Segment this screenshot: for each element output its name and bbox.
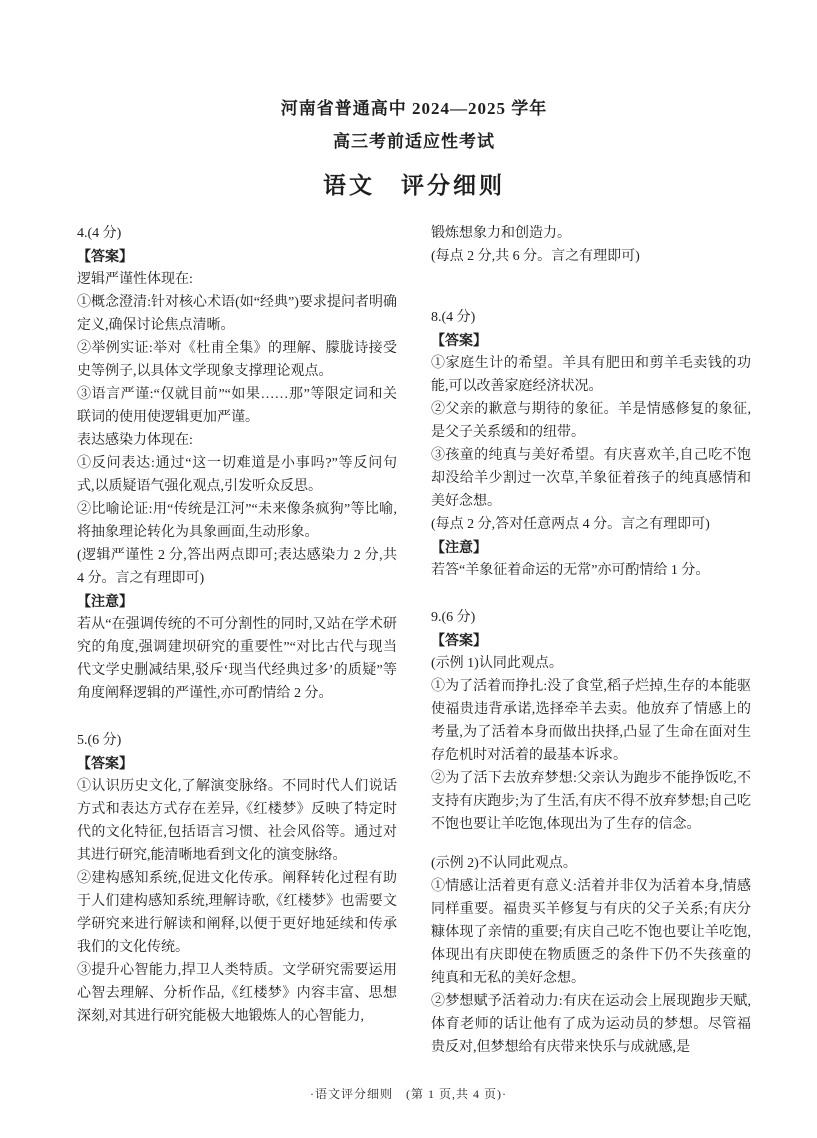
answer-point-1: ①概念澄清:针对核心术语(如“经典”)要求提问者明确定义,确保讨论焦点清晰。 [77,295,397,333]
scoring-note: (每点 2 分,答对任意两点 4 分。言之有理即可) [431,517,710,532]
answer-label: 【答案】 [77,755,133,771]
page-footer [0,1085,817,1102]
answer-point-1: ①家庭生计的希望。羊具有肥田和剪羊毛卖钱的功能,可以改善家庭经济状况。 [431,356,751,394]
answer-point-2: ②父亲的歉意与期待的象征。羊是情感修复的象征,是父子关系缓和的纽带。 [431,402,751,440]
answer-continuation: 锻炼想象力和创造力。 [431,226,571,241]
answer-label: 【答案】 [77,248,133,264]
question-4-number: 4.(4 分) [77,226,122,241]
answer-label: 【答案】 [431,632,487,648]
question-5-number: 5.(6 分) [77,733,122,748]
example-1-heading: (示例 1)认同此观点。 [431,656,563,671]
notice-label: 【注意】 [77,593,133,609]
answer-point-2: ②建构感知系统,促进文化传承。阐释转化过程有助于人们建构感知系统,理解诗歌,《红楼梦》也需要文学研究来进行解读和阐释,以便于更好地延续和传承我们的文化传统。 [77,871,397,955]
answer-point-2: ②梦想赋予活着动力:有庆在运动会上展现跑步天赋,体育老师的话让他有了成为运动员的梦想。尽管福贵反对,但梦想给有庆带来快乐与成就感,是 [431,994,751,1055]
question-9-number: 9.(6 分) [431,610,476,625]
answer-point-1: ①情感让活着更有意义:活着并非仅为活着本身,情感同样重要。福贵买羊修复与有庆的父子关系;有庆分糠体现了亲情的重要;有庆自己吃不饱也要让羊吃饱,体现出有庆即使在物质匮乏的条件下仍不失孩童的纯真和无私的美好念想。 [431,879,751,986]
answer-point-1: ①认识历史文化,了解演变脉络。不同时代人们说话方式和表达方式存在差异,《红楼梦》反映了特定时代的文化特征,包括语言习惯、社会风俗等。通过对其进行研究,能清晰地看到文化的演变脉络。 [77,779,397,863]
title-exam-name: 高三考前适应性考试 [333,132,495,151]
left-column [77,222,397,1059]
answer-point-2: ②举例实证:举对《杜甫全集》的理解、朦胧诗接受史等例子,以具体文学现象支撑理论观点。 [77,341,397,379]
scoring-note: (每点 2 分,共 6 分。言之有理即可) [431,249,640,264]
answer-point-1: ①为了活着而挣扎:没了食堂,稻子烂掉,生存的本能驱使福贵违背承诺,选择牵羊去卖。他放弃了情感上的考量,为了活着本身而做出抉择,凸显了生命在面对生存危机时对活着的最基本诉求。 [431,679,751,763]
title-school-year: 河南省普通高中 2024—2025 学年 [280,99,548,118]
answer-text: 表达感染力体现在: [77,433,193,448]
answer-text: 逻辑严谨性体现在: [77,272,193,287]
answer-point-3: ③提升心智能力,捍卫人类特质。文学研究需要运用心智去理解、分析作品,《红楼梦》内容丰富、思想深刻,对其进行研究能极大地锻炼人的心智能力, [77,963,397,1024]
notice-text: 若答“羊象征着命运的无常”亦可酌情给 1 分。 [431,563,710,578]
footer-text: ·语文评分细则 (第 1 页,共 4 页)· [310,1087,507,1101]
scoring-note: (逻辑严谨性 2 分,答出两点即可;表达感染力 2 分,共 4 分。言之有理即可) [77,548,397,586]
two-column-body [77,222,751,1059]
right-column [431,222,751,1059]
answer-label: 【答案】 [431,332,487,348]
title-subject: 语文 评分细则 [323,173,505,198]
answer-point-3: ③孩童的纯真与美好希望。有庆喜欢羊,自己吃不饱却没给羊少割过一次草,羊象征着孩子的纯真感情和美好念想。 [431,448,751,509]
notice-label: 【注意】 [431,539,487,555]
answer-point-1: ①反问表达:通过“这一切难道是小事吗?”等反问句式,以质疑语气强化观点,引发听众反思。 [77,456,397,494]
example-2-heading: (示例 2)不认同此观点。 [431,856,577,871]
document-header [77,92,751,200]
answer-point-3: ③语言严谨:“仅就目前”“如果……那”等限定词和关联词的使用使逻辑更加严谨。 [77,387,397,425]
notice-text: 若从“在强调传统的不可分割性的同时,又站在学术研究的角度,强调建坝研究的重要性”“对比古代与现当代文学史删减结果,驳斥‘现当代经典过多’的质疑”等角度阐释逻辑的严谨性,亦可酌情给 2 分。 [77,617,397,701]
answer-point-2: ②为了活下去放弃梦想:父亲认为跑步不能挣饭吃,不支持有庆跑步;为了生活,有庆不得不放弃梦想;自己吃不饱也要让羊吃饱,体现出为了生存的信念。 [431,771,751,832]
question-8-number: 8.(4 分) [431,310,476,325]
answer-point-2: ②比喻论证:用“传统是江河”“未来像条疯狗”等比喻,将抽象理论转化为具象画面,生动形象。 [77,502,397,540]
